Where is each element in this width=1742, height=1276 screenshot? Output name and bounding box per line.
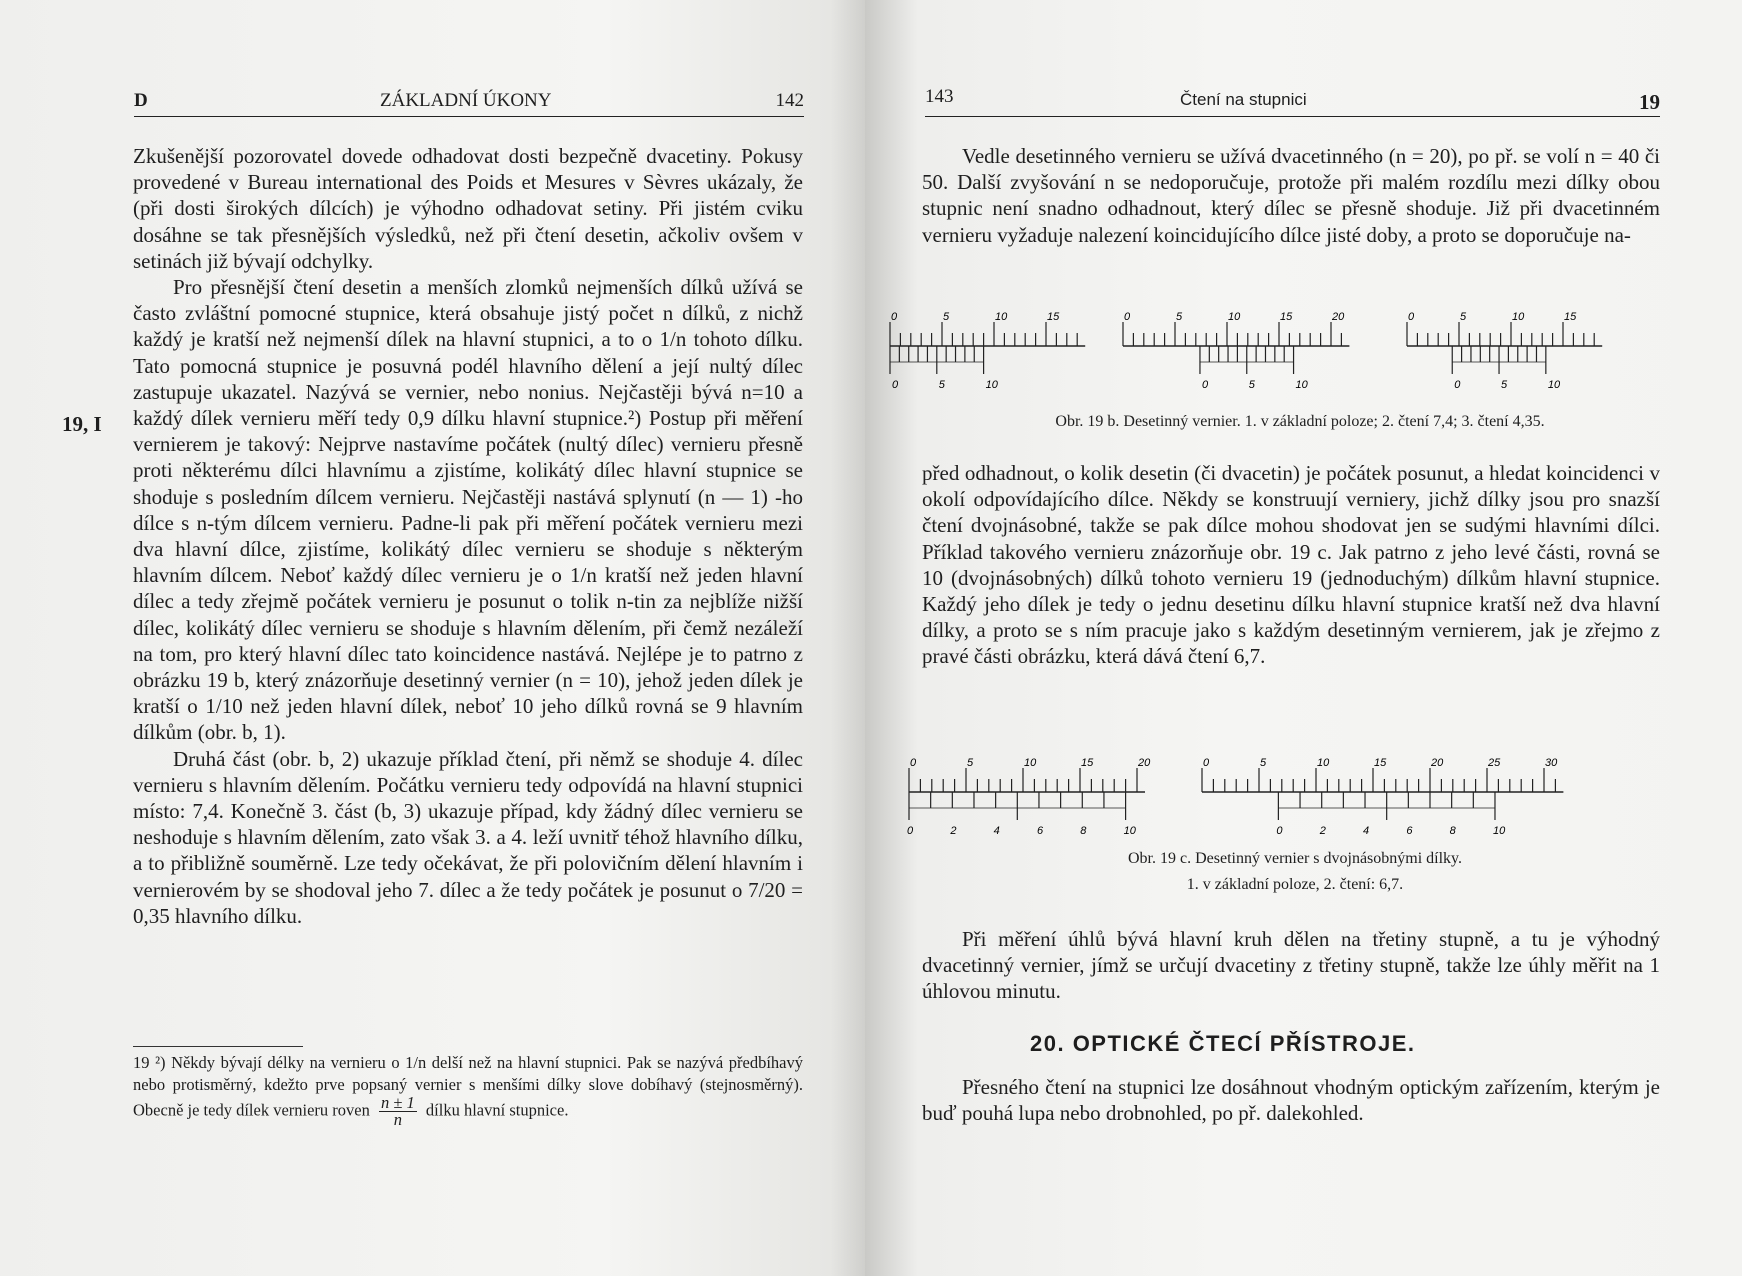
figure-19c [905, 752, 1685, 848]
main-scale-label: 10 [1228, 311, 1241, 323]
footnote [133, 1052, 803, 1128]
vernier-label: 0 [892, 379, 899, 391]
vernier-label: 10 [1547, 379, 1561, 391]
main-scale-label: 5 [1176, 311, 1183, 323]
left-page [0, 0, 865, 1276]
vernier-label: 0 [1454, 379, 1461, 391]
page-number: 143 [925, 86, 954, 107]
paragraph: Pro přesnější čtení desetin a menších zlomků nejmenších dílků užívá se často zvláštní pomocné stupnice, která obsahuje jistý počet n dílků, z nichž každý je kratší než nejmenší dílek na hlavní stupnici, a to o 1/n tohoto dílku. Tato pomocná stupnice je posuvná podél hlavního dělení a její nultý dílec zastupuje ukazatel. Nazývá se vernier, nebo nonius. Nejčastěji bývá n=10 a každý dílek vernieru měří tedy 0,9 dílku hlavní stupnice.²) Postup při měření vernierem je takový: Nejprve nastavíme počátek (nultý dílec) vernieru přesně proti některému dílci hlavnímu a zjistíme, kolikátý dílec hlavní stupnice se shoduje s posledním dílcem vernieru. Nejčastěji nastává splynutí (n — 1) -ho dílce s n-tým dílcem vernieru. Padne-li pak při měření počátek vernieru mezi dva hlavní dílce, zjistíme, kolikátý dílec vernieru se shoduje s některým hlavním dílcem. Neboť každý dílec vernieru je o 1/n kratší než jeden hlavní dílec a tedy zřejmě počátek vernieru je posunut o tolik n-tin za nejblíže nižší dílec, kolikátý dílec vernieru se shoduje s hlavním dělením, při čemž nezáleží na tom, pro který hlavní dílec tato koincidence nastává. Nejlépe je to patrno z obrázku 19 b, který znázorňuje desetinný vernier (n = 10), jehož jeden dílek je kratší o 1/10 než jeden hlavní dílek, neboť 10 jeho dílků rovná se 9 hlavním dílkům (obr. b, 1). [133, 275, 803, 745]
paragraph [922, 1074, 1660, 1126]
vernier-label: 0 [1201, 379, 1209, 391]
header-title: ZÁKLADNÍ ÚKONY [380, 90, 552, 111]
figure-19c-caption-line-1: Obr. 19 c. Desetinný vernier s dvojnásobnými dílky. [1127, 850, 1463, 867]
vernier-label: 2 [1319, 825, 1326, 837]
main-scale-label: 0 [1124, 311, 1131, 323]
vernier-label: 5 [1248, 379, 1255, 391]
main-scale-label: 15 [1564, 311, 1577, 323]
main-scale-label: 30 [1545, 757, 1558, 769]
main-scale-label: 10 [1512, 311, 1525, 323]
paragraph [922, 143, 1660, 248]
vernier-label: 10 [1123, 825, 1136, 837]
footnote-fraction [379, 1095, 417, 1128]
main-scale-label: 0 [891, 311, 898, 323]
main-scale-label: 10 [995, 311, 1008, 323]
figure-19b-caption: Obr. 19 b. Desetinný vernier. 1. v základní poloze; 2. čtení 7,4; 3. čtení 4,35. [1055, 413, 1545, 430]
main-scale-label: 15 [1280, 311, 1293, 323]
header-letter: D [134, 90, 148, 111]
paragraph [922, 926, 1660, 1005]
main-scale-label: 5 [967, 757, 974, 769]
figure-19c-caption-line-2: 1. v základní poloze, 2. čtení: 6,7. [1186, 876, 1404, 893]
running-head-left [134, 86, 804, 117]
main-scale-label: 0 [910, 757, 917, 769]
page-number: 142 [775, 90, 804, 111]
margin-note: 19, I [62, 412, 102, 436]
fraction-denominator: n [393, 1110, 403, 1130]
paragraph-text: Při měření úhlů bývá hlavní kruh dělen na třetiny stupně, a tu je výhodný dvacetinný vernier, jímž se určují dvacetiny z třetiny stupně, takže lze úhly měřit na 1 úhlovou minutu. [922, 927, 1660, 1004]
vernier-label: 0 [907, 825, 914, 837]
main-scale-label: 25 [1488, 757, 1501, 769]
vernier-label: 10 [985, 379, 998, 391]
main-scale-label: 0 [1408, 311, 1415, 323]
vernier-label: 8 [1449, 825, 1456, 837]
main-scale-label: 15 [1081, 757, 1094, 769]
vernier-label: 4 [993, 825, 1000, 837]
right-page [865, 0, 1742, 1276]
paragraph-text: Přesného čtení na stupnici lze dosáhnout vhodným optickým zařízením, kterým je buď pouhá lupa nebo drobnohled, po př. dalekohled. [922, 1075, 1660, 1126]
main-scale-label: 10 [1317, 757, 1330, 769]
vernier-label: 0 [1276, 825, 1283, 837]
footnote-tail: dílku hlavní stupnice. [425, 1100, 569, 1120]
vernier-label: 2 [950, 825, 957, 837]
main-scale-label: 5 [1260, 757, 1267, 769]
footnote-text: 19 ²) Někdy bývají délky na vernieru o 1/n delší než na hlavní stupnici. Pak se nazývá předbíhavý nebo protisměrný, kdežto prve popsaný vernier s menšími dílky slove dobíhavý (stejnosměrný). Obecně je tedy dílek vernieru roven [133, 1053, 803, 1120]
left-body [133, 143, 803, 929]
vernier-label: 5 [938, 379, 945, 391]
footnote-rule [133, 1046, 303, 1047]
vernier-label: 4 [1363, 825, 1370, 837]
main-scale-label: 0 [1203, 757, 1210, 769]
paragraph [922, 460, 1660, 670]
vernier-label: 6 [1036, 825, 1044, 837]
running-head-right [925, 86, 1660, 117]
fraction-numerator: n ± 1 [380, 1093, 415, 1113]
figure-19b [885, 296, 1715, 406]
paragraph: Druhá část (obr. b, 2) ukazuje příklad čtení, při němž se shoduje 4. dílec vernieru s hlavním dělením. Počátku vernieru tedy odpovídá na hlavní stupnici místo: 7,4. Konečně 3. část (b, 3) ukazuje případ, kdy žádný dílec vernieru se neshoduje s hlavním dělením, zato však 3. a 4. leží uvnitř téhož hlavního dílku, a to přibližně souměrně. Lze tedy očekávat, že při polovičním dělení hlavním i vernierovém by se shodoval jeho 7. dílec a že tedy počátek je posunut o 7/20 = 0,35 hlavního dílku. [133, 746, 803, 928]
section-title: 20. OPTICKÉ ČTECÍ PŘÍSTROJE. [1030, 1031, 1416, 1056]
main-scale-label: 10 [1024, 757, 1037, 769]
main-scale-label: 15 [1374, 757, 1387, 769]
vernier-label: 5 [1501, 379, 1508, 391]
paragraph: Zkušenější pozorovatel dovede odhadovat dosti bezpečně dvacetiny. Pokusy provedené v Bureau international des Poids et Mesures v Sèvres ukázaly, že (při dosti širokých dílcích) je výhodno odhadovat setiny. Při jistém cviku dosáhne se tak přesnějších výsledků, než při čtení desetin, ačkoliv ovšem v setinách již bývají odchylky. [133, 144, 803, 273]
vernier-label: 8 [1080, 825, 1087, 837]
paragraph-text: Vedle desetinného vernieru se užívá dvacetinného (n = 20), po př. se volí n = 40 či 50. Další zvyšování n se nedoporučuje, protože při malém rozdílu mezi dílky obou stupnic není snadno odhadnout, který dílec se přesně shoduje. Již při dvacetinném vernieru vyžaduje nalezení koincidujícího dílce jisté doby, a proto se doporučuje na- [922, 144, 1660, 247]
main-scale-label: 20 [1431, 757, 1444, 769]
vernier-label: 10 [1492, 825, 1506, 837]
main-scale-label: 5 [943, 311, 950, 323]
header-title: Čtení na stupnici [1180, 90, 1307, 109]
section-number: 19 [1639, 90, 1660, 114]
vernier-label: 10 [1295, 379, 1308, 391]
main-scale-label: 5 [1460, 311, 1467, 323]
vernier-label: 6 [1406, 825, 1413, 837]
main-scale-label: 20 [1138, 757, 1151, 769]
main-scale-label: 20 [1332, 311, 1345, 323]
main-scale-label: 15 [1047, 311, 1060, 323]
paragraph-text: před odhadnout, o kolik desetin (či dvacetin) je počátek posunut, a hledat koincidenci v okolí odpovídajícího dílce. Někdy se konstruují verniery, jichž dílky jsou pro snazší čtení dvojnásobné, takže se pak dílce mohou shodovat jen se sudými hlavními dílci. Příklad takového vernieru znázorňuje obr. 19 c. Jak patrno z jeho levé části, rovná se 10 (dvojnásobných) dílků tohoto vernieru 19 (jednoduchým) dílkům hlavní stupnice. Každý jeho dílek je tedy o jednu desetinu dílku hlavní stupnice kratší než dva hlavní dílky, a proto se s ním pracuje jako s každým desetinným vernierem, jak je zřejmo z pravé části obrázku, která dává čtení 6,7. [922, 461, 1660, 669]
